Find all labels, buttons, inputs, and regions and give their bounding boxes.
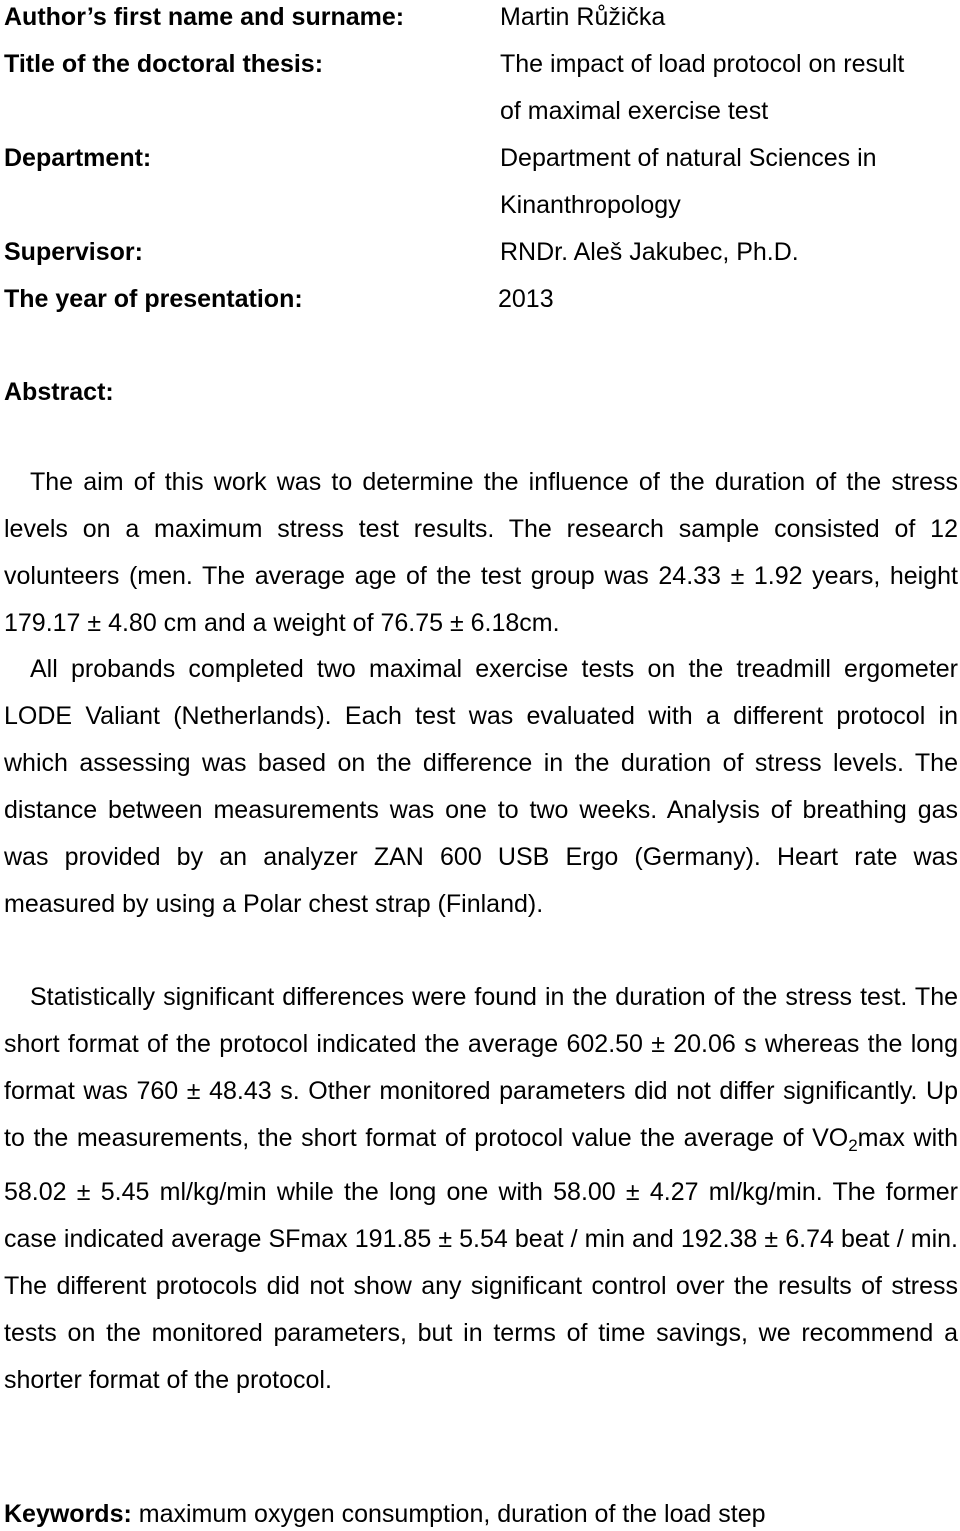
department-value-line2: Kinanthropology: [500, 191, 681, 219]
author-value: Martin Růžička: [500, 3, 666, 31]
keywords-label: Keywords:: [4, 1500, 132, 1528]
year-row: [4, 284, 960, 331]
abstract-p3-subscript: 2: [848, 1136, 858, 1155]
author-label: Author’s first name and surname:: [4, 3, 405, 31]
abstract-p3-text-b: max with 58.02 ± 5.45 ml/kg/min while the long one with 58.00 ± 4.27 ml/kg/min. The former case indicated average SFmax 191.85 ± 5.54 beat / min and 192.38 ± 6.74 beat / min. The different protocols did not show any significant control over the results of stress tests on the monitored parameters, but in terms of time savings, we recommend a shorter format of the protocol.: [4, 1124, 958, 1394]
supervisor-row: [4, 237, 960, 284]
abstract-p1-text: The aim of this work was to determine the influence of the duration of the stress levels on a maximum stress test results. The research sample consisted of 12 volunteers (men. The average age of the test group was 24.33 ± 1.92 years, height 179.17 ± 4.80 cm and a weight of 76.75 ± 6.18cm.: [4, 468, 958, 637]
title-row: [4, 49, 960, 96]
abstract-paragraph-1: [4, 459, 958, 647]
department-label: Department:: [4, 144, 152, 172]
abstract-p3-text-a: Statistically significant differences were found in the duration of the stress test. The short format of the protocol indicated the average 602.50 ± 20.06 s whereas the long format was 760 ± 48.43 s. Other monitored parameters did not differ significantly. Up to the measurements, the short format of protocol value the average of VO: [4, 983, 958, 1152]
title-label: Title of the doctoral thesis:: [4, 50, 324, 78]
department-row-cont: [4, 190, 960, 237]
department-value-line1: Department of natural Sciences in: [500, 144, 877, 172]
year-value: 2013: [498, 285, 554, 313]
abstract-p2-text: All probands completed two maximal exercise tests on the treadmill ergometer LODE Valiant (Netherlands). Each test was evaluated with a different protocol in which assessing was based on the difference in the duration of stress levels. The distance between measurements was one to two weeks. Analysis of breathing gas was provided by an analyzer ZAN 600 USB Ergo (Germany). Heart rate was measured by using a Polar chest strap (Finland).: [4, 655, 958, 918]
supervisor-value: RNDr. Aleš Jakubec, Ph.D.: [500, 238, 799, 266]
keywords-line: [4, 1497, 766, 1531]
abstract-heading: Abstract:: [4, 378, 114, 406]
year-label: The year of presentation:: [4, 285, 303, 313]
abstract-paragraph-3: [4, 974, 958, 1404]
abstract-paragraph-2: [4, 646, 958, 928]
supervisor-label: Supervisor:: [4, 238, 143, 266]
department-row: [4, 143, 960, 190]
title-value-line1: The impact of load protocol on result: [500, 50, 905, 78]
title-value-line2: of maximal exercise test: [500, 97, 769, 125]
keywords-value: maximum oxygen consumption, duration of the load step: [138, 1500, 766, 1528]
